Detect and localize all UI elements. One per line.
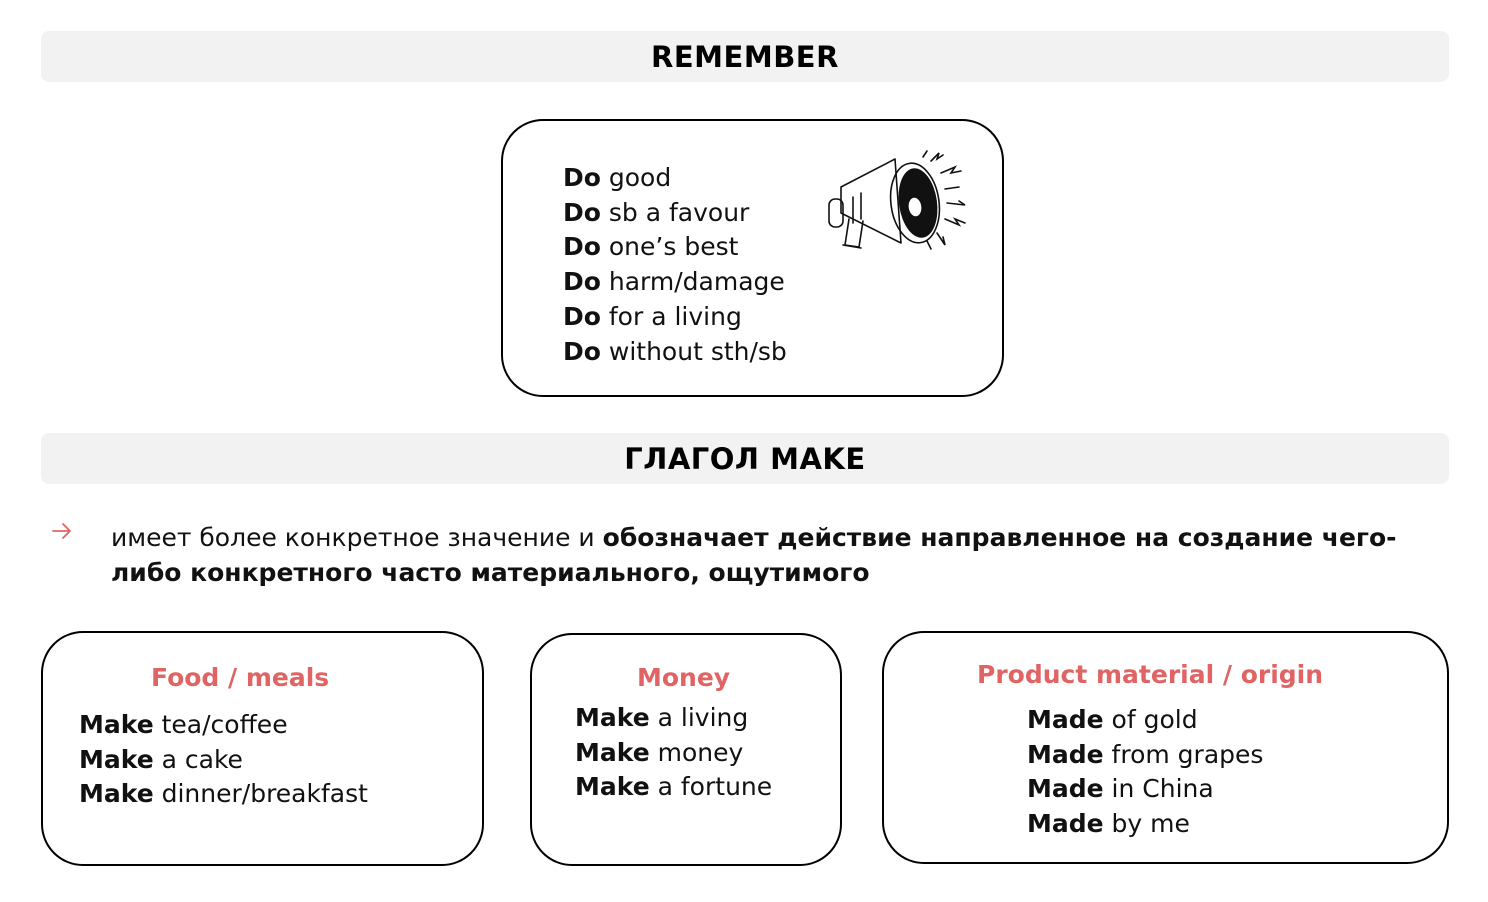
phrase-item <box>563 230 787 265</box>
phrase-verb: Make <box>575 703 650 732</box>
phrase-item <box>79 708 368 743</box>
phrase-rest: by me <box>1103 809 1190 839</box>
arrow-right-icon <box>50 519 74 543</box>
card-phrase-list <box>79 708 368 812</box>
remember-box <box>501 119 1004 397</box>
phrase-item <box>563 335 787 370</box>
phrase-rest: in China <box>1103 774 1214 804</box>
phrase-rest: for a living <box>600 301 742 331</box>
phrase-verb: Made <box>1027 809 1104 839</box>
phrase-verb: Do <box>563 232 601 262</box>
phrase-verb: Make <box>79 710 154 739</box>
phrase-item <box>1027 772 1263 807</box>
description-plain: имеет более конкретное значение и <box>111 523 603 552</box>
card-title: Money <box>637 663 731 692</box>
phrase-verb: Make <box>79 744 154 774</box>
phrase-rest: from grapes <box>1103 739 1264 769</box>
phrase-rest: harm/damage <box>600 267 785 297</box>
phrase-verb: Make <box>575 737 650 767</box>
make-title: ГЛАГОЛ MAKE <box>624 441 866 476</box>
phrase-item <box>575 736 772 771</box>
phrase-rest: of gold <box>1103 705 1198 734</box>
remember-banner <box>41 31 1449 82</box>
phrase-rest: money <box>649 737 744 767</box>
card-money <box>530 633 842 866</box>
phrase-verb: Do <box>563 197 601 227</box>
phrase-verb: Do <box>563 163 601 192</box>
phrase-verb: Make <box>79 779 154 809</box>
make-description <box>111 521 1431 590</box>
phrase-item <box>1027 807 1263 842</box>
remember-title: REMEMBER <box>651 39 839 74</box>
phrase-verb: Do <box>563 267 601 297</box>
phrase-verb: Made <box>1027 739 1104 769</box>
phrase-item <box>563 161 787 196</box>
card-phrase-list <box>1027 703 1263 842</box>
phrase-rest: without sth/sb <box>600 336 787 366</box>
phrase-rest: one’s best <box>600 232 739 262</box>
phrase-verb: Make <box>575 772 650 802</box>
phrase-rest: sb a favour <box>600 197 750 227</box>
phrase-verb: Made <box>1027 705 1104 734</box>
card-title: Product material / origin <box>977 660 1324 689</box>
phrase-verb: Do <box>563 336 601 366</box>
card-food-meals <box>41 631 484 866</box>
phrase-item <box>563 196 787 231</box>
phrase-item <box>1027 703 1263 738</box>
phrase-item <box>575 701 772 736</box>
phrase-item <box>563 300 787 335</box>
phrase-item <box>79 777 368 812</box>
phrase-item <box>79 743 368 778</box>
card-phrase-list <box>575 701 772 805</box>
phrase-rest: a fortune <box>649 772 773 802</box>
phrase-item <box>575 770 772 805</box>
description-bold: обозначает действие направленное на создание чего-либо конкретного часто материального, ощутимого <box>111 523 1397 587</box>
phrase-item <box>563 265 787 300</box>
phrase-rest: a cake <box>153 744 243 774</box>
megaphone-icon <box>823 149 973 254</box>
phrase-rest: good <box>600 163 672 192</box>
phrase-rest: dinner/breakfast <box>153 779 368 809</box>
card-title: Food / meals <box>151 663 330 692</box>
phrase-item <box>1027 738 1263 773</box>
make-banner <box>41 433 1449 484</box>
card-product-material-origin <box>882 631 1449 864</box>
phrase-verb: Made <box>1027 774 1104 804</box>
phrase-verb: Do <box>563 301 601 331</box>
phrase-rest: a living <box>649 703 749 732</box>
remember-phrase-list <box>563 161 787 369</box>
phrase-rest: tea/coffee <box>153 710 288 739</box>
